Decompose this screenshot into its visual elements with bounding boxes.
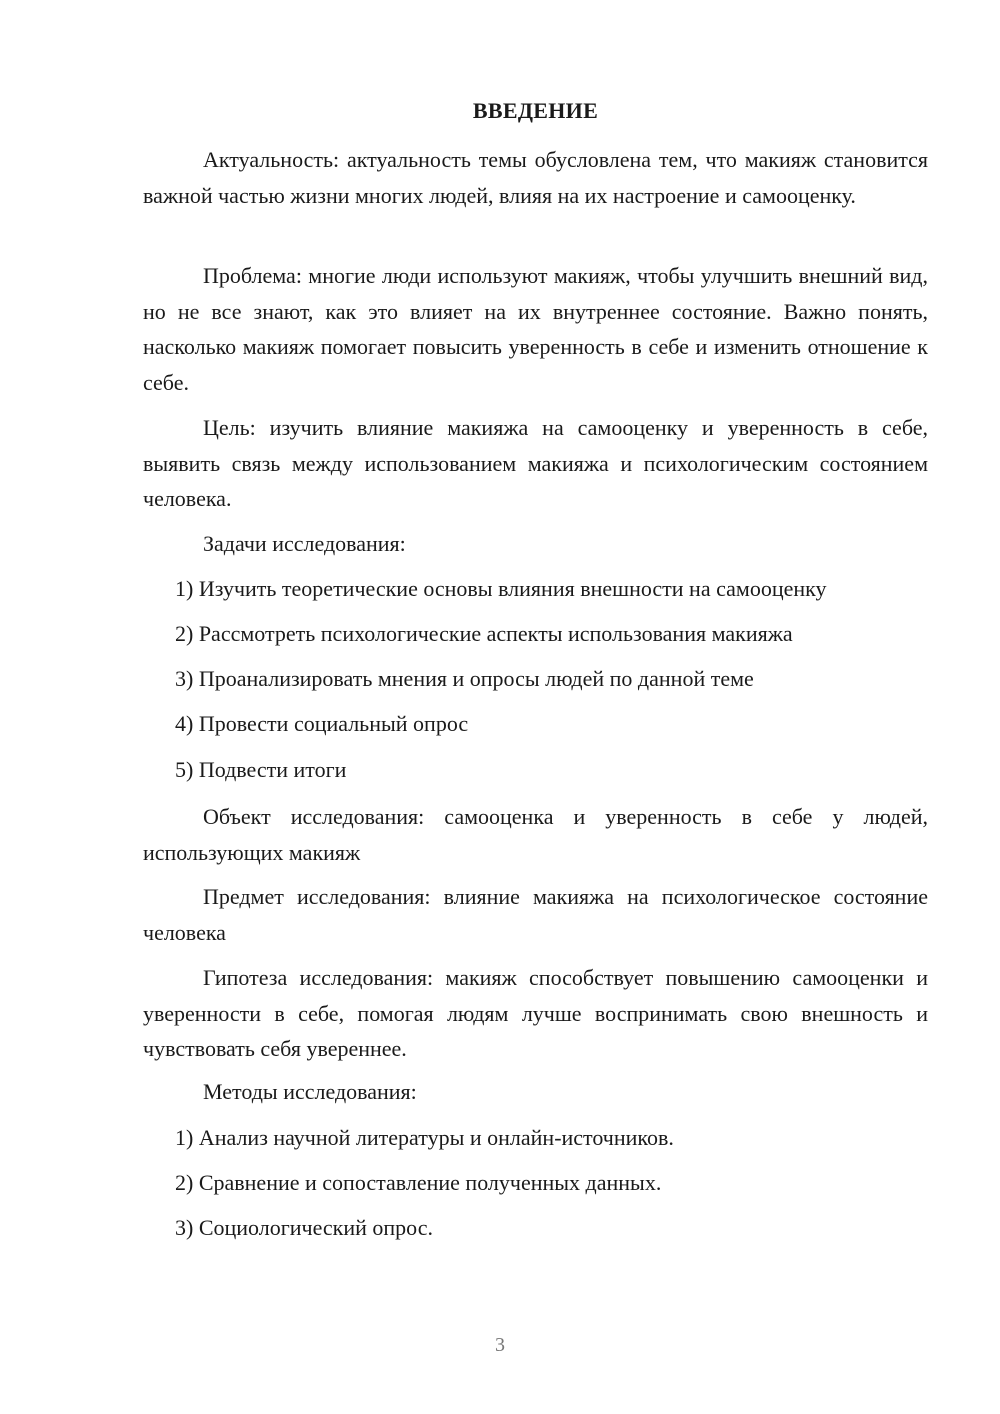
hypothesis-paragraph: Гипотеза исследования: макияж способствует повышению самооценки и уверенности в себе, помогая людям лучше воспринимать свою внешность и чувствовать себя увереннее. [143, 965, 928, 1061]
task-item: 5) Подвести итоги [175, 757, 347, 782]
page-title: ВВЕДЕНИЕ [472, 98, 599, 123]
relevance-paragraph: Актуальность: актуальность темы обусловлена тем, что макияж становится важной частью жизни многих людей, влияя на их настроение и самооценку. [143, 147, 928, 208]
task-item: 4) Провести социальный опрос [175, 711, 469, 736]
tasks-heading: Задачи исследования: [203, 531, 406, 556]
method-item: 1) Анализ научной литературы и онлайн-источников. [175, 1125, 674, 1150]
task-item: 3) Проанализировать мнения и опросы людей по данной теме [175, 666, 754, 691]
task-item: 2) Рассмотреть психологические аспекты использования макияжа [175, 621, 793, 646]
page-number: 3 [495, 1334, 505, 1356]
problem-paragraph: Проблема: многие люди используют макияж, чтобы улучшить внешний вид, но не все знают, как это влияет на их внутреннее состояние. Важно понять, насколько макияж помогает повысить уверенность в себе и изменить отношение к себе. [143, 263, 928, 395]
object-paragraph: Объект исследования: самооценка и уверенность в себе у людей, использующих макияж [143, 804, 928, 865]
goal-paragraph: Цель: изучить влияние макияжа на самооценку и уверенность в себе, выявить связь между использованием макияжа и психологическим состоянием человека. [143, 415, 928, 511]
task-item: 1) Изучить теоретические основы влияния внешности на самооценку [175, 576, 827, 601]
method-item: 2) Сравнение и сопоставление полученных данных. [175, 1170, 662, 1195]
methods-heading: Методы исследования: [203, 1079, 417, 1104]
method-item: 3) Социологический опрос. [175, 1215, 433, 1240]
subject-paragraph: Предмет исследования: влияние макияжа на психологическое состояние человека [143, 884, 928, 945]
